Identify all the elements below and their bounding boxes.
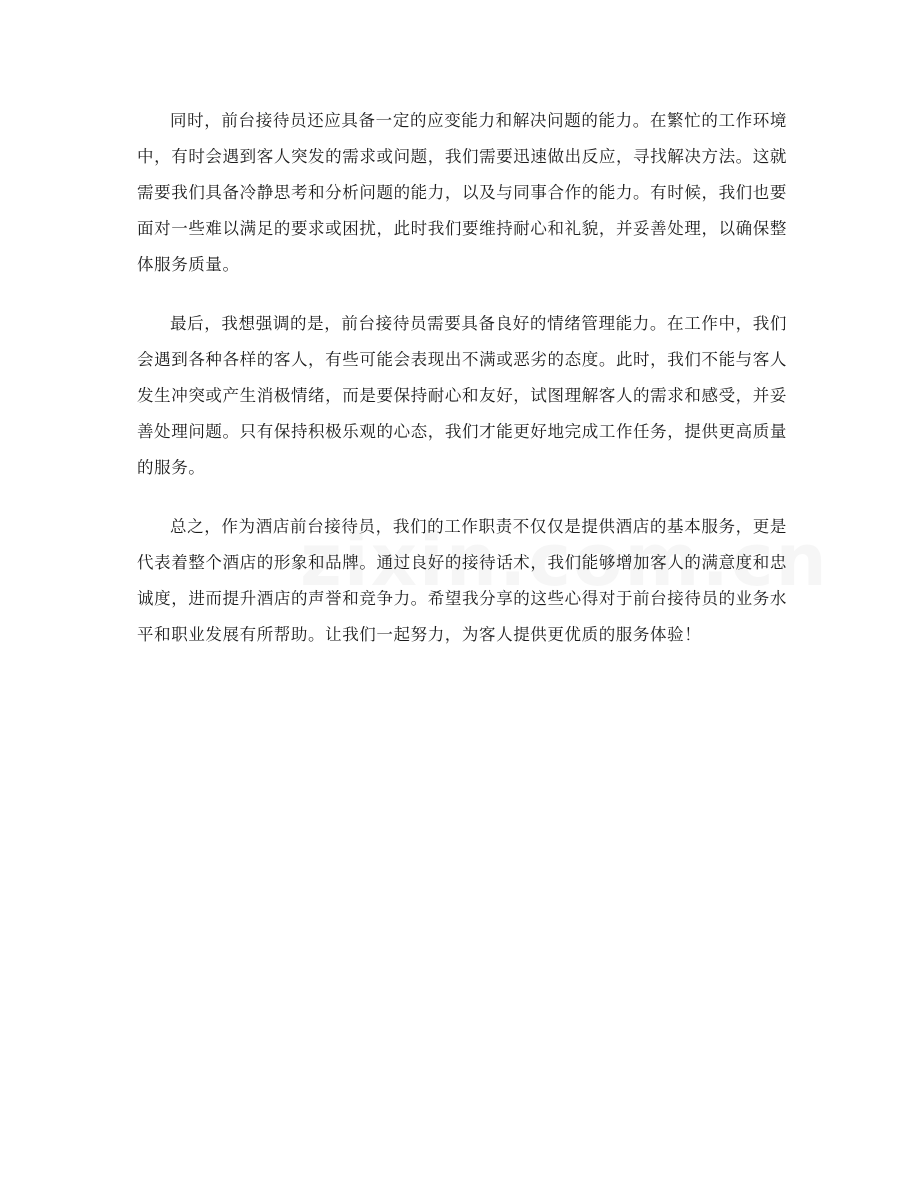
paragraph-conclusion: 总之，作为酒店前台接待员，我们的工作职责不仅仅是提供酒店的基本服务，更是代表着整个酒店的形象和品牌。通过良好的接待话术，我们能够增加客人的满意度和忠诚度，进而提升酒店的声誉和竞争力。希望我分享的这些心得对于前台接待员的业务水平和职业发展有所帮助。让我们一起努力，为客人提供更优质的服务体验！ — [137, 517, 787, 644]
paragraph-emotion-management: 最后，我想强调的是，前台接待员需要具备良好的情绪管理能力。在工作中，我们会遇到各种各样的客人，有些可能会表现出不满或恶劣的态度。此时，我们不能与客人发生冲突或产生消极情绪，而是要保持耐心和友好，试图理解客人的需求和感受，并妥善处理问题。只有保持积极乐观的心态，我们才能更好地完成工作任务，提供更高质量的服务。 — [137, 314, 787, 477]
document-body — [137, 103, 787, 676]
paragraph-adaptability: 同时，前台接待员还应具备一定的应变能力和解决问题的能力。在繁忙的工作环境中，有时会遇到客人突发的需求或问题，我们需要迅速做出反应，寻找解决方法。这就需要我们具备冷静思考和分析问题的能力，以及与同事合作的能力。有时候，我们也要面对一些难以满足的要求或困扰，此时我们要维持耐心和礼貌，并妥善处理，以确保整体服务质量。 — [137, 111, 787, 274]
